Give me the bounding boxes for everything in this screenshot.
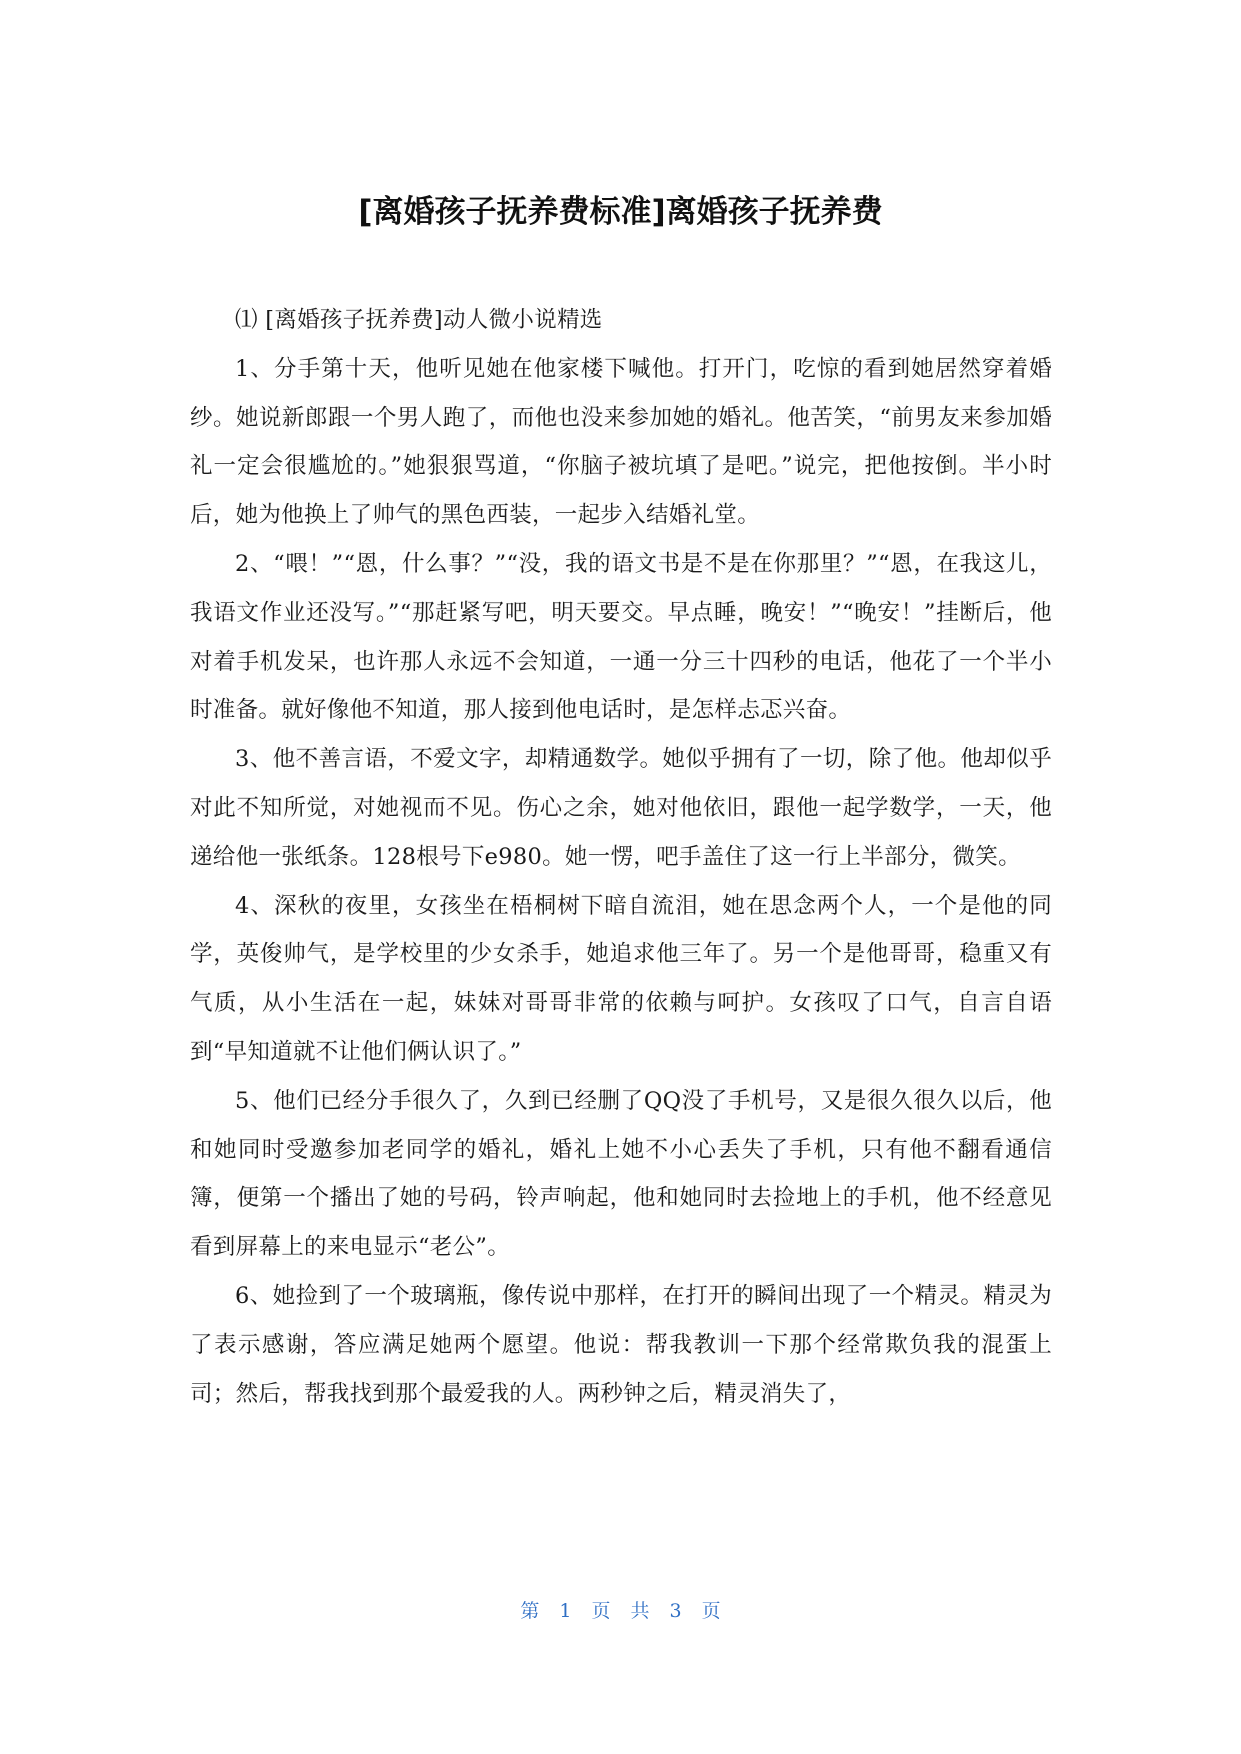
paragraph-story-5: 5、他们已经分手很久了，久到已经删了QQ没了手机号，又是很久很久以后，他和她同时受邀参加老同学的婚礼，婚礼上她不小心丢失了手机，只有他不翻看通信簿，便第一个播出了她的号码，铃声响起，他和她同时去捡地上的手机，他不经意见看到屏幕上的来电显示“老公”。: [190, 1087, 1052, 1261]
paragraph-heading: ⑴ [离婚孩子抚养费]动人微小说精选: [235, 307, 603, 333]
paragraph-story-1: 1、分手第十天，他听见她在他家楼下喊他。打开门，吃惊的看到她居然穿着婚纱。她说新郎跟一个男人跑了，而他也没来参加她的婚礼。他苦笑，“前男友来参加婚礼一定会很尴尬的。”她狠狠骂道，“你脑子被坑填了是吧。”说完，把他按倒。半小时后，她为他换上了帅气的黑色西装，一起步入结婚礼堂。: [190, 355, 1052, 529]
paragraph-story-4: 4、深秋的夜里，女孩坐在梧桐树下暗自流泪，她在思念两个人，一个是他的同学，英俊帅气，是学校里的少女杀手，她追求他三年了。另一个是他哥哥，稳重又有气质，从小生活在一起，妹妹对哥哥非常的依赖与呵护。女孩叹了口气，自言自语到“早知道就不让他们俩认识了。”: [190, 892, 1052, 1065]
document-title: [离婚孩子抚养费标准]离婚孩子抚养费: [358, 194, 883, 230]
paragraph-story-6: 6、她捡到了一个玻璃瓶，像传说中那样，在打开的瞬间出现了一个精灵。精灵为了表示感谢，答应满足她两个愿望。他说：帮我教训一下那个经常欺负我的混蛋上司；然后，帮我找到那个最爱我的人。两秒钟之后，精灵消失了，: [190, 1282, 1052, 1407]
footer-label-pages: 页: [701, 1600, 721, 1622]
footer-label-of: 页 共: [591, 1600, 650, 1622]
paragraph-story-3: 3、他不善言语，不爱文字，却精通数学。她似乎拥有了一切，除了他。他却似乎对此不知所觉，对她视而不见。伤心之余，她对他依旧，跟他一起学数学，一天，他递给他一张纸条。128根号下e980。她一愣，吧手盖住了这一行上半部分，微笑。: [190, 746, 1052, 870]
footer-current-page: 1: [559, 1600, 572, 1622]
footer-label-page: 第: [520, 1600, 540, 1622]
document-body: [190, 296, 1052, 1418]
page-footer: [0, 1596, 1241, 1626]
paragraph-story-2: 2、“喂！”“恩，什么事？”“没，我的语文书是不是在你那里？”“恩，在我这儿，我语文作业还没写。”“那赶紧写吧，明天要交。早点睡，晚安！”“晚安！”挂断后，他对着手机发呆，也许那人永远不会知道，一通一分三十四秒的电话，他花了一个半小时准备。就好像他不知道，那人接到他电话时，是怎样忐忑兴奋。: [190, 550, 1052, 724]
footer-total-pages: 3: [669, 1600, 682, 1622]
